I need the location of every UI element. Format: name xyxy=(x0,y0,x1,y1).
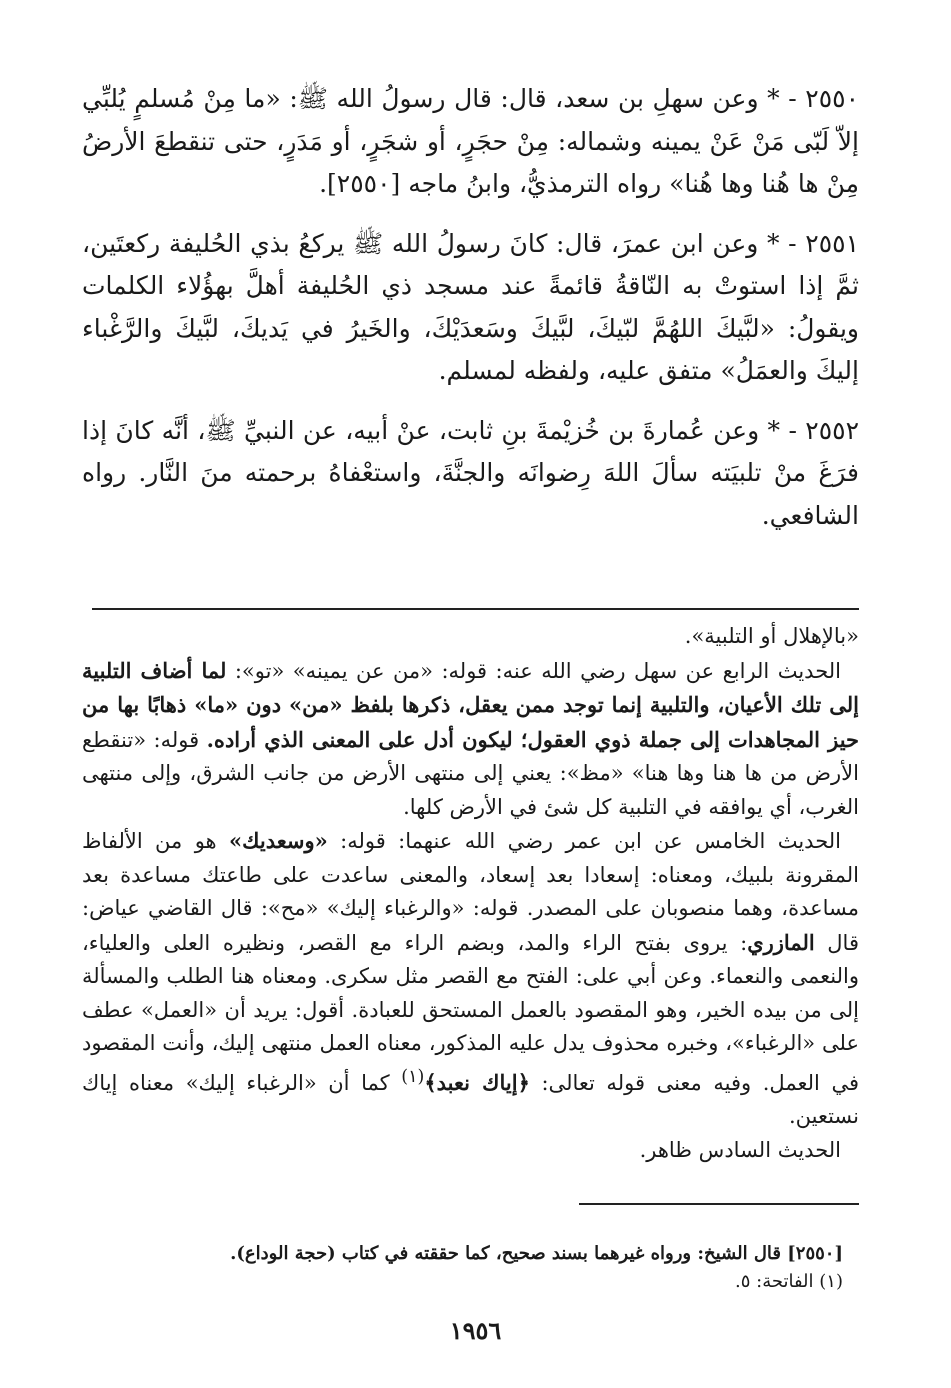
commentary-intro: «بالإهلال أو التلبية». xyxy=(684,624,859,648)
commentary-hadith-4 xyxy=(82,654,859,825)
commentary-text: : يروى بفتح الراء والمد، وبضم الراء مع القصر، ونظيره العلى والعلياء، والنعمى والنعماء. وعن أبي على: الفتح مع القصر مثل سكرى. ومعناه هنا الطلب والمسألة إلى من بيده الخير، وهو المقصود بالعمل المستحق للعبادة. أقول: يريد أن «العمل» عطف على «الرغباء»، وخبره محذوف يدل عليه المذكور، معناه العمل منتهى إليك، وأنت المقصود في العمل. وفيه معنى قوله تعالى: xyxy=(82,930,859,1095)
commentary-text: هو من الألفاظ المقرونة بلبيك، ومعناه: إسعادا بعد إسعاد، والمعنى ساعدت على طاعتك مساعدة بعد مساعدة، وهما منصوبان على المصدر. قوله: «والرغباء إليك» «مح»: قال القاضي عياض: قال xyxy=(82,829,859,955)
commentary-hadith-6: الحديث السادس ظاهر. xyxy=(639,1137,841,1162)
footnotes-section xyxy=(82,1240,859,1296)
commentary-text: قوله: «تنقطع الأرض من ها هنا وها هنا» «مظ»: يعني إلى منتهى الأرض من جانب الشرق، وإلى منتهى الغرب، أي يوافقه في التلبية كل شئ في الأرض كلها. xyxy=(82,727,859,819)
hadith-section xyxy=(82,78,859,554)
footnote-marker: (١) xyxy=(401,1066,425,1087)
commentary-text: الحديث الخامس عن ابن عمر رضي الله عنهما: قوله: xyxy=(327,829,841,853)
footnote-1: (١) الفاتحة: ٥. xyxy=(735,1271,843,1292)
quran-quote: ﴿إياك نعبد﴾ xyxy=(424,1069,530,1095)
commentary-bold-text: «وسعديك» xyxy=(229,828,328,853)
commentary-hadith-5 xyxy=(82,824,859,1134)
commentary-text: كما أن «الرغباء إليك» معناه إياك نستعين. xyxy=(82,1070,859,1128)
hadith-2552: ٢٥٥٢ - * وعن عُمارةَ بن خُزيْمةَ بنِ ثابت، عنْ أبيه، عن النبيِّ ﷺ، أنَّه كانَ إذا فرَغَ منْ تلبيَته سألَ اللهَ رِضوانَه والجنَّةَ، واستعْفاهُ برحمته منَ النَّار. رواه الشافعي. xyxy=(82,415,859,530)
hadith-2551: ٢٥٥١ - * وعن ابن عمرَ، قال: كانَ رسولُ الله ﷺ يركعُ بذي الحُليفة ركعتَين، ثمَّ إذا استوتْ به النّاقةُ قائمةً عند مسجد ذي الحُليفة أهلَّ بهؤُلاء الكلمات ويقولُ: «لبَّيكَ اللهُمَّ لبّيكَ، لبَّيكَ وسَعدَيْكَ، والخَيرُ في يَديكَ، لبَّيكَ والرَّغْباء إليكَ والعمَلُ» متفق عليه، ولفظه لمسلم. xyxy=(82,228,859,385)
footnote-2550 xyxy=(82,1240,859,1268)
main-divider xyxy=(92,608,859,610)
hadith-2550: ٢٥٥٠ - * وعن سهلِ بن سعد، قال: قال رسولُ الله ﷺ: «ما مِنْ مُسلمٍ يُلبِّي إلاّ لَبّى مَنْ عَنْ يمينه وشماله: مِنْ حجَرٍ، أو شجَرٍ، أو مَدَرٍ، حتى تنقطعَ الأرضُ مِنْ ها هُنا وها هُنا» رواه الترمذيُّ، وابنُ ماجه [٢٥٥٠]. xyxy=(82,84,859,198)
commentary-section xyxy=(82,620,859,1167)
commentary-bold-text: لما أضاف التلبية إلى تلك الأعيان، والتلبية إنما توجد ممن يعقل، ذكرها بلفظ «من» دون «ما» ذهابًا بها من حيز المجاهدات إلى جملة ذوي العقول؛ ليكون أدل على المعنى الذي أراده. xyxy=(82,657,860,752)
page-number: ١٩٥٦ xyxy=(449,1316,502,1345)
footnote-text: [٢٥٥٠] قال الشيخ: ورواه غيرهما بسند صحيح، كما حققته في كتاب (حجة الوداع). xyxy=(230,1243,843,1264)
footnote-divider xyxy=(579,1203,859,1205)
commentary-bold-text: المازري xyxy=(747,929,815,955)
commentary-text: الحديث الرابع عن سهل رضي الله عنه: قوله: «من عن يمينه» «تو»: xyxy=(226,658,841,683)
